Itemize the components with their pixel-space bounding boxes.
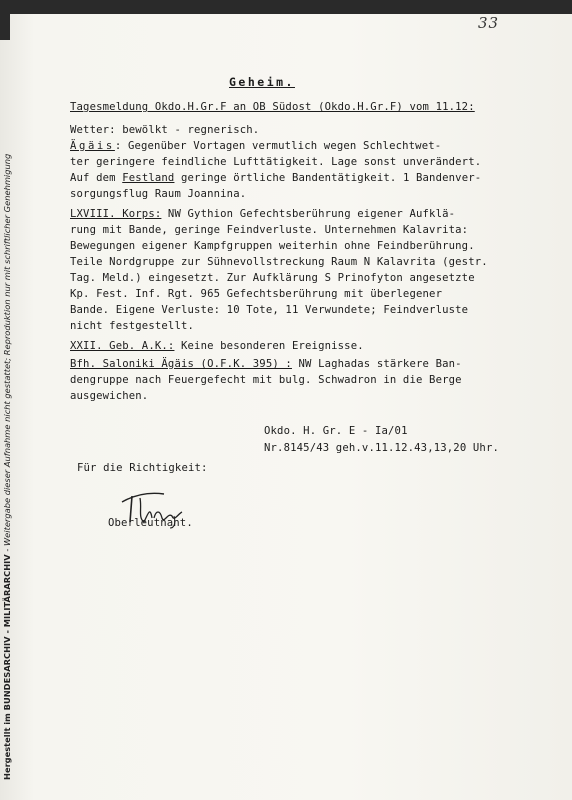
- festland-label: Festland: [122, 172, 175, 184]
- saloniki-line-1: [70, 358, 462, 370]
- saloniki-line-3: ausgewichen.: [70, 390, 149, 402]
- korps68-label: LXVIII. Korps:: [70, 208, 162, 220]
- korps22-text: Keine besonderen Ereignisse.: [174, 340, 364, 352]
- aegaeis-line-1: [70, 140, 441, 152]
- korps68-line: Bewegungen eigener Kampfgruppen weiterhin ohne Feindberührung.: [70, 240, 475, 252]
- korps22-label: XXII. Geb. A.K.:: [70, 340, 175, 352]
- korps68-line: Bande. Eigene Verluste: 10 Tote, 11 Verwundete; Feindverluste: [70, 304, 469, 316]
- scan-border: [0, 0, 572, 14]
- archive-stamp-part2: - Weitergabe dieser Aufnahme nicht gestattet; Reproduktion nur mit schriftlicher Genehmigung: [2, 153, 12, 555]
- saloniki-line-2: dengruppe nach Feuergefecht mit bulg. Schwadron in die Berge: [70, 374, 462, 386]
- korps68-line: Teile Nordgruppe zur Sühnevollstreckung Raum N Kalavrita (gestr.: [70, 256, 488, 268]
- korps68-line: Tag. Meld.) eingesetzt. Zur Aufklärung S Prinofyton angesetzte: [70, 272, 475, 284]
- aegaeis-line-3-post: geringe örtliche Bandentätigkeit. 1 Bandenver-: [174, 172, 482, 184]
- document-title: Geheim.: [229, 75, 295, 89]
- korps68-text: NW Gythion Gefechtsberührung eigener Aufklä-: [161, 208, 456, 220]
- aegaeis-line-4: sorgungsflug Raum Joannina.: [70, 188, 247, 200]
- aegaeis-label: Ägäis: [70, 140, 115, 152]
- korps22-line: [70, 340, 364, 352]
- saloniki-label: Bfh. Saloniki Ägäis (O.F.K. 395) :: [70, 358, 292, 370]
- report-heading: Tagesmeldung Okdo.H.Gr.F an OB Südost (Okdo.H.Gr.F) vom 11.12:: [70, 101, 475, 113]
- aegaeis-text: : Gegenüber Vortagen vermutlich wegen Schlechtwet-: [114, 140, 442, 152]
- korps68-line: rung mit Bande, geringe Feindverluste. Unternehmen Kalavrita:: [70, 224, 469, 236]
- korps68-line-1: [70, 208, 455, 220]
- korps68-line: Kp. Fest. Inf. Rgt. 965 Gefechtsberührung mit überlegener: [70, 288, 443, 300]
- archive-stamp: [2, 20, 16, 780]
- certification-label: Für die Richtigkeit:: [77, 462, 208, 474]
- signer-rank: Oberleutnant.: [108, 517, 193, 529]
- aegaeis-line-2: ter geringere feindliche Lufttätigkeit. Lage sonst unverändert.: [70, 156, 482, 168]
- aegaeis-line-3-pre: Auf dem: [70, 172, 123, 184]
- sender-line-2: Nr.8145/43 geh.v.11.12.43,13,20 Uhr.: [264, 442, 500, 454]
- sender-line-1: Okdo. H. Gr. E - Ia/01: [264, 425, 408, 437]
- saloniki-text: NW Laghadas stärkere Ban-: [291, 358, 462, 370]
- page-number: 33: [478, 14, 500, 32]
- weather-line: Wetter: bewölkt - regnerisch.: [70, 124, 260, 136]
- aegaeis-line-3: [70, 172, 481, 184]
- korps68-line: nicht festgestellt.: [70, 320, 195, 332]
- archive-stamp-part1: Hergestellt im BUNDESARCHIV - MILITÄRARCHIV: [2, 554, 12, 780]
